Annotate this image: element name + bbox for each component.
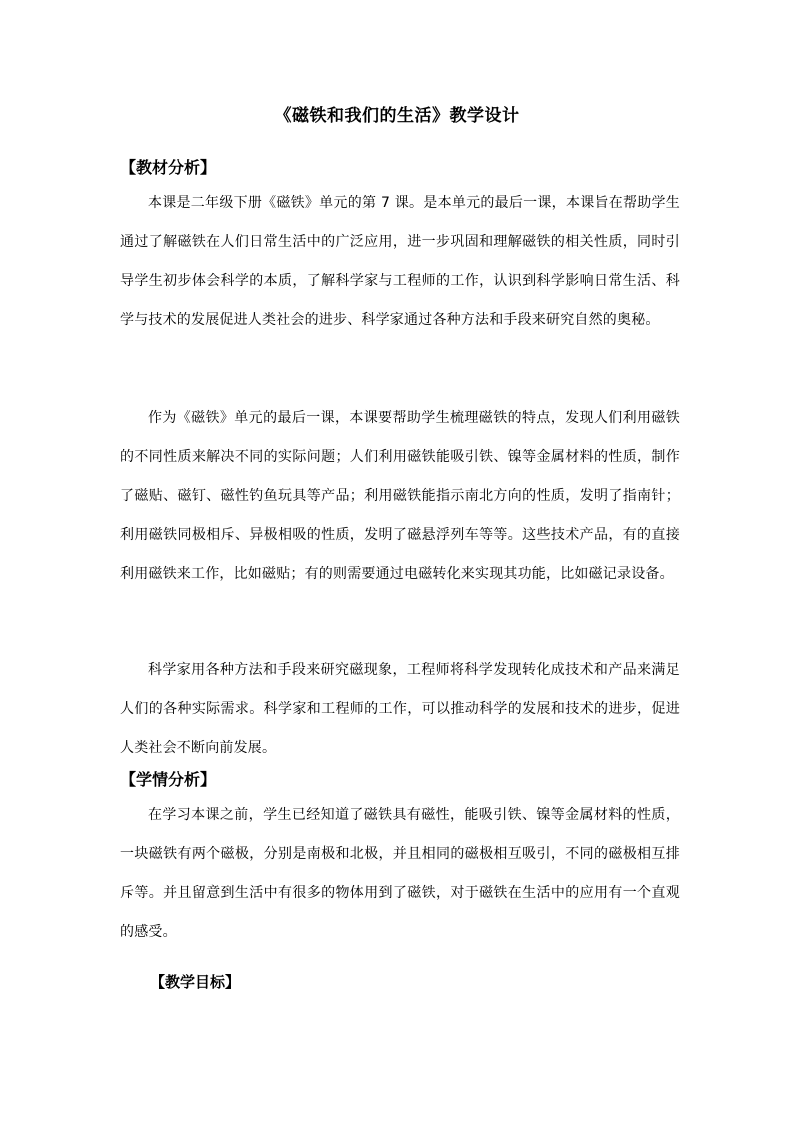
paragraph-textbook-analysis-2: 作为《磁铁》单元的最后一课，本课要帮助学生梳理磁铁的特点，发现人们利用磁铁的不同性质来解决不同的实际问题；人们利用磁铁能吸引铁、镍等金属材料的性质，制作了磁贴、磁钉、磁性钓鱼玩具等产品；利用磁铁能指示南北方向的性质，发明了指南针；利用磁铁同极相斥、异极相吸的性质，发明了磁悬浮列车等等。这些技术产品，有的直接利用磁铁来工作，比如磁贴；有的则需要通过电磁转化来实现其功能，比如磁记录设备。 (120, 410, 680, 582)
section-heading-student-analysis: 【学情分析】 (120, 770, 217, 789)
section-heading-teaching-objectives: 【教学目标】 (150, 973, 241, 991)
page-title: 《磁铁和我们的生活》教学设计 (274, 106, 520, 126)
paragraph-student-analysis-1: 在学习本课之前，学生已经知道了磁铁具有磁性，能吸引铁、镍等金属材料的性质，一块磁铁有两个磁极，分别是南极和北极，并且相同的磁极相互吸引，不同的磁极相互排斥等。并且留意到生活中有很多的物体用到了磁铁，对于磁铁在生活中的应用有一个直观的感受。 (120, 807, 680, 940)
paragraph-textbook-analysis-3: 科学家用各种方法和手段来研究磁现象，工程师将科学发现转化成技术和产品来满足人们的各种实际需求。科学家和工程师的工作，可以推动科学的发展和技术的进步，促进人类社会不断向前发展。 (120, 662, 680, 756)
section-heading-textbook-analysis: 【教材分析】 (120, 158, 217, 177)
paragraph-textbook-analysis-1: 本课是二年级下册《磁铁》单元的第 7 课。是本单元的最后一课，本课旨在帮助学生通过了解磁铁在人们日常生活中的广泛应用，进一步巩固和理解磁铁的相关性质，同时引导学生初步体会科学的本质，了解科学家与工程师的工作，认识到科学影响日常生活、科学与技术的发展促进人类社会的进步、科学家通过各种方法和手段来研究自然的奥秘。 (120, 195, 680, 328)
